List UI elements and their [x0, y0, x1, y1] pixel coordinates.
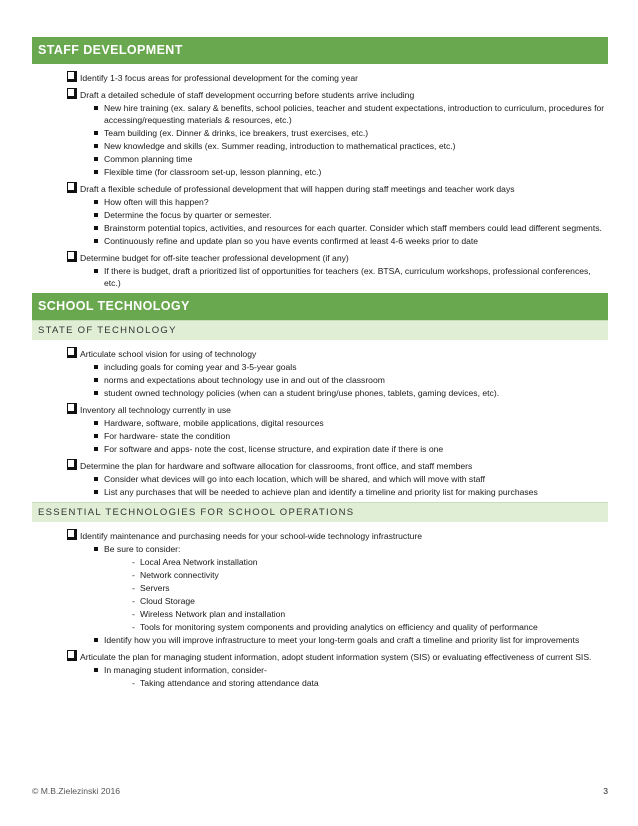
dash-list: [32, 677, 608, 689]
checkbox-icon: [67, 88, 77, 99]
document-page: [32, 37, 608, 693]
state-of-technology-heading: STATE OF TECHNOLOGY: [32, 320, 608, 340]
dash-item: [32, 621, 608, 633]
dash-item: [32, 677, 608, 689]
square-bullet-icon: [94, 365, 98, 369]
square-bullet-icon: [94, 547, 98, 551]
dash-item-text: Wireless Network plan and installation: [140, 609, 286, 619]
checklist-item-text: Identify 1-3 focus areas for professional development for the coming year: [80, 73, 359, 83]
checklist-item: [32, 348, 608, 360]
sub-item: [32, 209, 608, 221]
sub-item: [32, 543, 608, 555]
sub-item-text: including goals for coming year and 3-5-year goals: [104, 362, 297, 372]
checklist-item: [32, 72, 608, 84]
square-bullet-icon: [94, 447, 98, 451]
square-bullet-icon: [94, 144, 98, 148]
dash-bullet-icon: -: [132, 609, 135, 619]
sub-item-text: Flexible time (for classroom set-up, lesson planning, etc.): [104, 167, 322, 177]
sub-item-text: In managing student information, consider-: [104, 665, 267, 675]
checklist-item: [32, 530, 608, 542]
dash-item-text: Cloud Storage: [140, 596, 195, 606]
checklist-item: [32, 89, 608, 101]
sub-item: [32, 374, 608, 386]
sub-item: [32, 196, 608, 208]
sub-item: [32, 153, 608, 165]
checkbox-icon: [67, 347, 77, 358]
dash-item: [32, 569, 608, 581]
school-technology-heading: SCHOOL TECHNOLOGY: [32, 293, 608, 320]
checklist-item-text: Draft a flexible schedule of professional development that will happen during staff meetings and teacher work days: [80, 184, 515, 194]
checklist-item: [32, 252, 608, 264]
square-bullet-icon: [94, 269, 98, 273]
sub-item-text: Be sure to consider:: [104, 544, 181, 554]
page-footer: [32, 786, 608, 796]
sub-item: [32, 486, 608, 498]
state-checklist: [32, 340, 608, 502]
essential-checklist: [32, 522, 608, 693]
square-bullet-icon: [94, 131, 98, 135]
checkbox-icon: [67, 459, 77, 470]
sub-item: [32, 166, 608, 178]
sub-item: [32, 443, 608, 455]
sub-item: [32, 387, 608, 399]
essential-technologies-heading: ESSENTIAL TECHNOLOGIES FOR SCHOOL OPERATIONS: [32, 502, 608, 522]
checkbox-icon: [67, 529, 77, 540]
sub-item-text: Consider what devices will go into each location, which will be shared, and which will move with staff: [104, 474, 486, 484]
checklist-item: [32, 460, 608, 472]
checkbox-icon: [67, 251, 77, 262]
checklist-item: [32, 404, 608, 416]
sub-item: [32, 127, 608, 139]
square-bullet-icon: [94, 490, 98, 494]
square-bullet-icon: [94, 170, 98, 174]
sub-item: [32, 361, 608, 373]
checkbox-icon: [67, 182, 77, 193]
sub-item: [32, 222, 608, 234]
sub-item: [32, 430, 608, 442]
dash-item-text: Network connectivity: [140, 570, 219, 580]
checklist-item: [32, 183, 608, 195]
sub-item: [32, 265, 608, 289]
sub-item: [32, 140, 608, 152]
staff-development-heading: STAFF DEVELOPMENT: [32, 37, 608, 64]
sub-item-text: How often will this happen?: [104, 197, 209, 207]
square-bullet-icon: [94, 477, 98, 481]
dash-bullet-icon: -: [132, 678, 135, 688]
checklist-item-text: Identify maintenance and purchasing needs for your school-wide technology infrastructure: [80, 531, 423, 541]
sub-item-text: Hardware, software, mobile applications, digital resources: [104, 418, 324, 428]
dash-item-text: Local Area Network installation: [140, 557, 258, 567]
dash-bullet-icon: -: [132, 557, 135, 567]
dash-bullet-icon: -: [132, 596, 135, 606]
sub-item: [32, 235, 608, 247]
page-number: 3: [603, 786, 608, 796]
dash-list: [32, 556, 608, 633]
square-bullet-icon: [94, 421, 98, 425]
dash-item: [32, 556, 608, 568]
sub-item-text: Brainstorm potential topics, activities, and resources for each quarter. Consider which staff members could lead different segments.: [104, 223, 602, 233]
square-bullet-icon: [94, 157, 98, 161]
copyright-text: © M.B.Zielezinski 2016: [32, 786, 121, 796]
sub-item-text: New hire training (ex. salary & benefits, school policies, teacher and student expectations, introduction to curriculum, procedures for accessing/requesting materials & resources, etc.): [104, 103, 605, 125]
checklist-item-text: Articulate the plan for managing student information, adopt student information system (SIS) or evaluating effectiveness of current SIS.: [80, 652, 592, 662]
sub-item-text: New knowledge and skills (ex. Summer reading, introduction to mathematical practices, etc.): [104, 141, 456, 151]
sub-item-text: List any purchases that will be needed to achieve plan and identify a timeline and priority list for making purchases: [104, 487, 538, 497]
sub-item: [32, 102, 608, 126]
dash-item: [32, 582, 608, 594]
sub-item-text: For software and apps- note the cost, license structure, and expiration date if there is one: [104, 444, 444, 454]
dash-bullet-icon: -: [132, 583, 135, 593]
staff-checklist: [32, 64, 608, 293]
dash-item: [32, 608, 608, 620]
square-bullet-icon: [94, 226, 98, 230]
checkbox-icon: [67, 71, 77, 82]
dash-bullet-icon: -: [132, 622, 135, 632]
square-bullet-icon: [94, 638, 98, 642]
sub-item-text: Determine the focus by quarter or semester.: [104, 210, 272, 220]
square-bullet-icon: [94, 391, 98, 395]
checklist-item-text: Determine budget for off-site teacher professional development (if any): [80, 253, 349, 263]
dash-item-text: Servers: [140, 583, 170, 593]
checklist-item-text: Inventory all technology currently in use: [80, 405, 231, 415]
sub-item: [32, 417, 608, 429]
square-bullet-icon: [94, 200, 98, 204]
sub-item: [32, 634, 608, 646]
sub-item-text: Common planning time: [104, 154, 193, 164]
checkbox-icon: [67, 650, 77, 661]
dash-bullet-icon: -: [132, 570, 135, 580]
square-bullet-icon: [94, 106, 98, 110]
dash-item-text: Tools for monitoring system components and providing analytics on efficiency and quality of performance: [140, 622, 538, 632]
sub-item-text: student owned technology policies (when can a student bring/use phones, tablets, gaming devices, etc).: [104, 388, 500, 398]
sub-item-text: Continuously refine and update plan so you have events confirmed at least 4-6 weeks prior to date: [104, 236, 479, 246]
square-bullet-icon: [94, 378, 98, 382]
sub-item-text: For hardware- state the condition: [104, 431, 231, 441]
sub-item-text: Identify how you will improve infrastructure to meet your long-term goals and craft a timeline and priority list for improvements: [104, 635, 580, 645]
square-bullet-icon: [94, 668, 98, 672]
square-bullet-icon: [94, 434, 98, 438]
dash-item-text: Taking attendance and storing attendance data: [140, 678, 319, 688]
checkbox-icon: [67, 403, 77, 414]
square-bullet-icon: [94, 239, 98, 243]
checklist-item-text: Draft a detailed schedule of staff development occurring before students arrive including: [80, 90, 415, 100]
square-bullet-icon: [94, 213, 98, 217]
sub-item: [32, 473, 608, 485]
dash-item: [32, 595, 608, 607]
checklist-item: [32, 651, 608, 663]
checklist-item-text: Determine the plan for hardware and software allocation for classrooms, front office, and staff members: [80, 461, 473, 471]
checklist-item-text: Articulate school vision for using of technology: [80, 349, 257, 359]
sub-item-text: norms and expectations about technology use in and out of the classroom: [104, 375, 385, 385]
sub-item-text: If there is budget, draft a prioritized list of opportunities for teachers (ex. BTSA, curriculum workshops, professional conferences, etc.): [104, 266, 591, 288]
sub-item-text: Team building (ex. Dinner & drinks, ice breakers, trust exercises, etc.): [104, 128, 369, 138]
sub-item: [32, 664, 608, 676]
